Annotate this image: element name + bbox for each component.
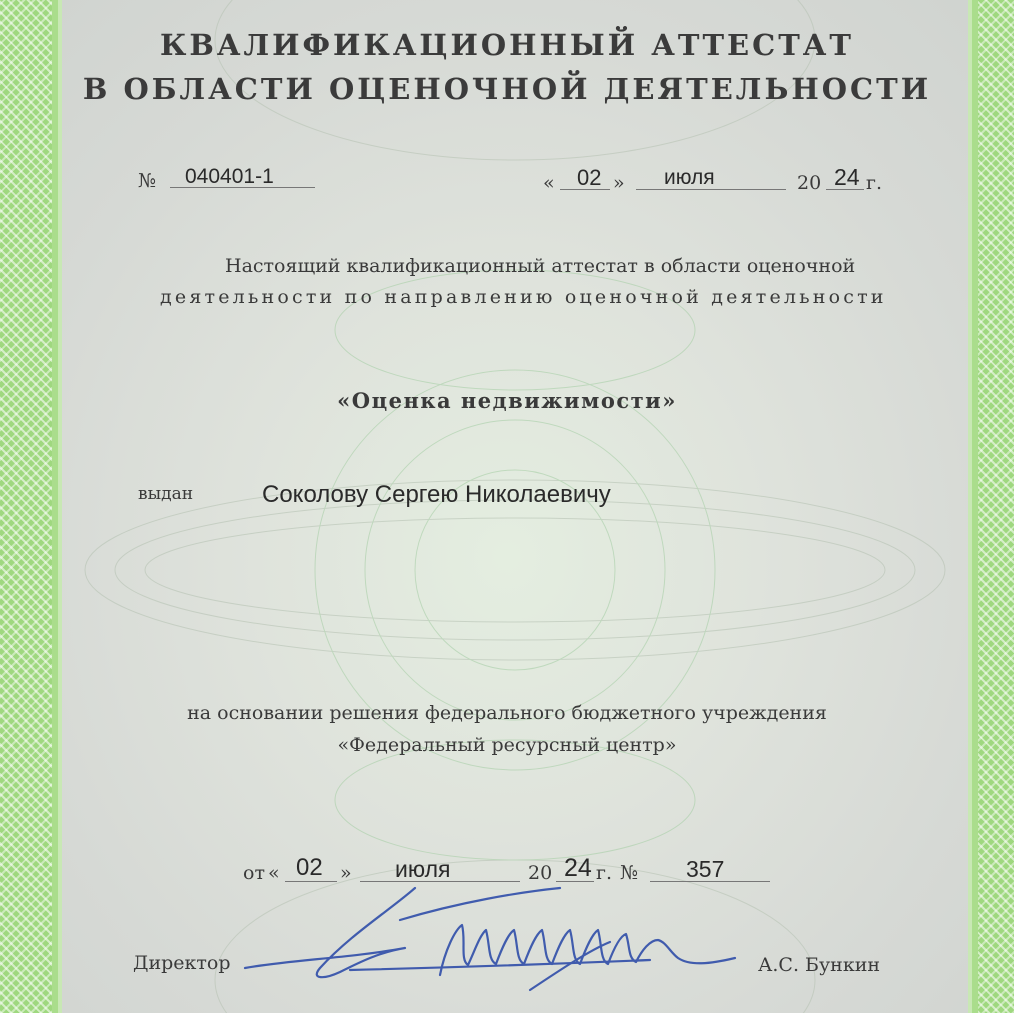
title-line-2: В ОБЛАСТИ ОЦЕНОЧНОЙ ДЕЯТЕЛЬНОСТИ: [82, 72, 932, 106]
right-decorative-border: [968, 0, 1014, 1013]
signature-name: А.С. Бункин: [758, 954, 881, 976]
title-line-1: КВАЛИФИКАЦИОННЫЙ АТТЕСТАТ: [159, 28, 855, 62]
certificate-year-underline: [826, 189, 864, 190]
decision-date-quote-open: «: [268, 862, 280, 884]
signature-role: Директор: [133, 952, 231, 974]
certificate-date-month: июля: [664, 166, 715, 189]
decision-date-quote-close: »: [340, 862, 352, 884]
decision-date-day: 02: [296, 854, 323, 881]
certificate-year-unit: г.: [866, 172, 882, 194]
basis-line-1: на основании решения федерального бюджетного учреждения: [187, 702, 827, 724]
certificate-day-underline: [560, 189, 610, 190]
certificate-number-label: №: [138, 170, 156, 192]
left-decorative-border: [0, 0, 62, 1013]
decision-number: 357: [686, 856, 725, 882]
decision-year-prefix: 20: [528, 862, 553, 884]
decision-from-label: от: [243, 862, 265, 884]
handwritten-signature: [230, 880, 770, 1000]
certificate-year-prefix: 20: [797, 172, 822, 194]
certificate-date-day: 02: [577, 165, 602, 190]
certificate-number-underline: [170, 187, 315, 188]
issued-to-name: Соколову Сергею Николаевичу: [262, 481, 611, 508]
decision-year-suffix: 24: [564, 854, 592, 882]
body-line-1: Настоящий квалификационный аттестат в области оценочной: [225, 255, 856, 277]
decision-date-month: июля: [395, 856, 451, 882]
decision-year-unit: г.: [596, 862, 612, 884]
certificate-month-underline: [636, 189, 786, 190]
certificate-year-suffix: 24: [834, 164, 860, 190]
basis-line-2: «Федеральный ресурсный центр»: [337, 734, 677, 756]
certificate-date-quote-open: «: [543, 172, 555, 194]
decision-number-label: №: [620, 862, 638, 884]
certificate-date-quote-close: »: [613, 172, 625, 194]
body-line-2: деятельности по направлению оценочной деятельности: [160, 286, 887, 308]
certificate-number: 040401-1: [185, 165, 274, 188]
issued-label: выдан: [138, 484, 194, 504]
direction-title: «Оценка недвижимости»: [337, 388, 677, 413]
